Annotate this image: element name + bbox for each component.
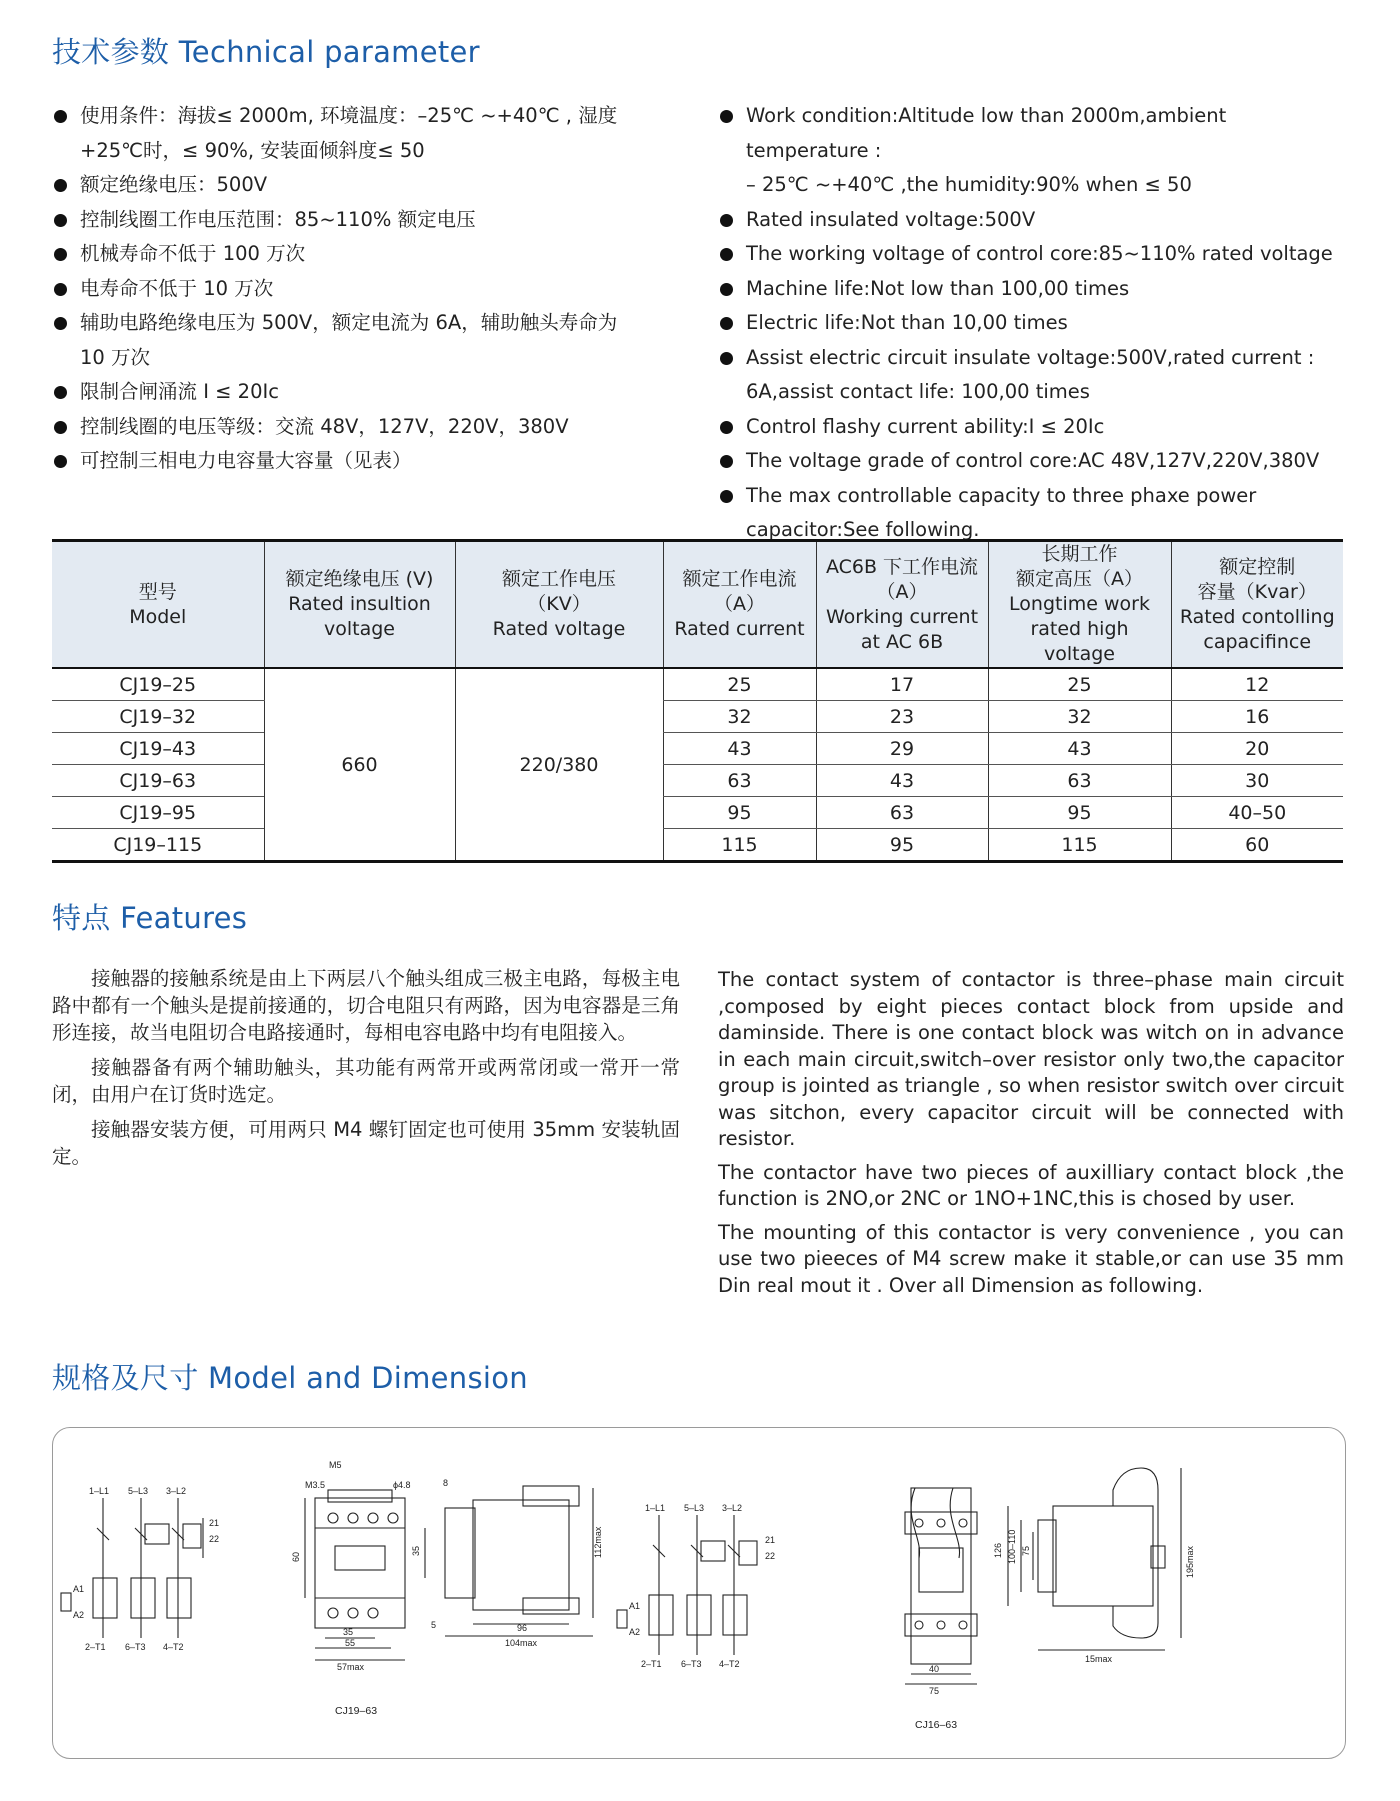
table-cell: 32	[663, 701, 816, 733]
tech-item: 控制线圈的电压等级：交流 48V，127V，220V，380V	[52, 410, 692, 445]
column-header: 额定工作电流 （A） Rated current	[663, 541, 816, 669]
table-cell: 40–50	[1171, 797, 1343, 829]
feature-paragraph: 接触器的接触系统是由上下两层八个触头组成三极主电路，每极主电路中都有一个触头是提前接通的，切合电阻只有两路，因为电容器是三角形连接，故当电阻切合电路接通时，每相电容电路中均有电阻接入。	[52, 967, 680, 1044]
svg-text:2–T1: 2–T1	[85, 1642, 106, 1652]
column-header: AC6B 下工作电流 （A） Working current at AC 6B	[816, 541, 988, 669]
tech-item: 可控制三相电力电容量大容量（见表）	[52, 444, 692, 479]
dimension-drawings-panel	[52, 1427, 1346, 1759]
caption-cj16-63: CJ16–63	[915, 1719, 958, 1731]
cj16-side-drawing	[993, 1468, 1195, 1664]
table-cell: 16	[1171, 701, 1343, 733]
tech-item: Assist electric circuit insulate voltage:500V,rated current : 6A,assist contact life: 100,00 times	[718, 341, 1348, 410]
table-cell: 32	[988, 701, 1171, 733]
tech-item: 电寿命不低于 10 万次	[52, 272, 692, 307]
table-row	[52, 701, 1343, 733]
feature-paragraph: 接触器备有两个辅助触头，其功能有两常开或两常闭或一常开一常闭，由用户在订货时选定。	[52, 1056, 680, 1106]
svg-text:21: 21	[209, 1518, 220, 1528]
spec-table	[52, 539, 1343, 863]
table-cell: 220/380	[455, 668, 663, 862]
table-cell: 95	[988, 797, 1171, 829]
table-cell: CJ19–115	[52, 829, 264, 862]
table-cell: 30	[1171, 765, 1343, 797]
svg-text:2–T1: 2–T1	[641, 1659, 662, 1669]
svg-text:126: 126	[993, 1542, 1003, 1558]
svg-text:ϕ4.8: ϕ4.8	[393, 1480, 411, 1490]
table-cell: 63	[988, 765, 1171, 797]
svg-text:3–L2: 3–L2	[722, 1503, 743, 1513]
tech-en-list	[718, 99, 1348, 548]
tech-item: The voltage grade of control core:AC 48V,127V,220V,380V	[718, 444, 1348, 479]
svg-text:6–T3: 6–T3	[125, 1642, 146, 1652]
tech-item: Control flashy current ability:I ≤ 20Ic	[718, 410, 1348, 445]
table-cell: 95	[663, 797, 816, 829]
tech-item: Rated insulated voltage:500V	[718, 203, 1348, 238]
table-cell: CJ19–95	[52, 797, 264, 829]
table-row	[52, 797, 1343, 829]
tech-item: The working voltage of control core:85~110% rated voltage	[718, 237, 1348, 272]
svg-text:75: 75	[1021, 1545, 1031, 1556]
tech-item: Work condition:Altitude low than 2000m,ambient temperature : – 25℃ ~+40℃ ,the humidity:90% when ≤ 50	[718, 99, 1348, 203]
svg-text:6–T3: 6–T3	[681, 1659, 702, 1669]
table-row	[52, 829, 1343, 862]
features-title: 特点 Features	[52, 901, 248, 935]
tech-item: 额定绝缘电压：500V	[52, 168, 692, 203]
table-cell: 43	[816, 765, 988, 797]
svg-text:M3.5: M3.5	[305, 1480, 326, 1490]
dimension-drawings	[53, 1428, 1345, 1758]
tech-item: 辅助电路绝缘电压为 500V，额定电流为 6A，辅助触头寿命为 10 万次	[52, 306, 692, 375]
svg-text:M5: M5	[329, 1460, 342, 1470]
table-cell: 63	[816, 797, 988, 829]
table-row	[52, 668, 1343, 701]
table-cell: 115	[663, 829, 816, 862]
tech-item: 使用条件：海拔≤ 2000m, 环境温度：–25℃ ~+40℃ , 湿度 +25℃时，≤ 90%, 安装面倾斜度≤ 50	[52, 99, 692, 168]
table-cell: 20	[1171, 733, 1343, 765]
svg-text:112max: 112max	[593, 1526, 603, 1558]
table-cell: CJ19–32	[52, 701, 264, 733]
front-view-drawing	[291, 1460, 411, 1717]
model-title: 规格及尺寸 Model and Dimension	[52, 1361, 528, 1395]
table-cell: 25	[988, 668, 1171, 701]
svg-text:35: 35	[411, 1545, 421, 1556]
column-header: 额定控制 容量（Kvar） Rated contolling capacifince	[1171, 541, 1343, 669]
table-cell: 95	[816, 829, 988, 862]
table-cell: 17	[816, 668, 988, 701]
svg-text:40: 40	[929, 1664, 940, 1674]
svg-text:A1: A1	[629, 1601, 641, 1611]
column-header: 型号 Model	[52, 541, 264, 669]
tech-cn-list	[52, 99, 692, 479]
label-l3: 5–L3	[128, 1486, 149, 1496]
svg-text:195max: 195max	[1185, 1545, 1195, 1578]
table-row	[52, 733, 1343, 765]
tech-item: 限制合闸涌流 I ≤ 20Ic	[52, 375, 692, 410]
svg-text:35: 35	[343, 1627, 354, 1637]
table-cell: 29	[816, 733, 988, 765]
svg-text:A1: A1	[73, 1584, 85, 1594]
cj16-front-drawing	[905, 1488, 977, 1731]
table-cell: 43	[663, 733, 816, 765]
label-l2: 3–L2	[166, 1486, 187, 1496]
svg-text:55: 55	[345, 1638, 356, 1648]
tech-item: The max controllable capacity to three phaxe power capacitor:See following.	[718, 479, 1348, 548]
svg-text:104max: 104max	[505, 1638, 538, 1648]
svg-text:5: 5	[431, 1620, 437, 1630]
table-cell: 43	[988, 733, 1171, 765]
svg-text:75: 75	[929, 1686, 940, 1696]
svg-text:A2: A2	[73, 1610, 85, 1620]
table-cell: 63	[663, 765, 816, 797]
svg-text:4–T2: 4–T2	[163, 1642, 184, 1652]
table-cell: CJ19–25	[52, 668, 264, 701]
table-cell: 25	[663, 668, 816, 701]
table-cell: 60	[1171, 829, 1343, 862]
column-header: 额定绝缘电压 (V) Rated insultion voltage	[264, 541, 455, 669]
svg-text:4–T2: 4–T2	[719, 1659, 740, 1669]
tech-item: Machine life:Not low than 100,00 times	[718, 272, 1348, 307]
table-cell: CJ19–43	[52, 733, 264, 765]
wiring-diagram-1	[61, 1486, 219, 1652]
svg-text:100–110: 100–110	[1007, 1529, 1017, 1564]
column-header: 长期工作 额定高压（A） Longtime work rated high voltage	[988, 541, 1171, 669]
table-cell: CJ19–63	[52, 765, 264, 797]
svg-text:57max: 57max	[337, 1662, 365, 1672]
caption-cj19-63: CJ19–63	[335, 1705, 378, 1717]
features-en	[718, 967, 1344, 1306]
tech-item: Electric life:Not than 10,00 times	[718, 306, 1348, 341]
table-cell: 23	[816, 701, 988, 733]
feature-paragraph: The contactor have two pieces of auxilliary contact block ,the function is 2NO,or 2NC or 1NO+1NC,this is chosed by user.	[718, 1160, 1344, 1210]
svg-text:8: 8	[443, 1478, 449, 1488]
tech-title: 技术参数 Technical parameter	[52, 35, 480, 69]
features-cn	[52, 965, 680, 1178]
svg-text:60: 60	[291, 1551, 301, 1562]
feature-paragraph: The contact system of contactor is three–phase main circuit ,composed by eight pieces contact block from upside and daminside. There is one contact block was witch on in advance in each main circuit,switch–over resistor only two,the capacitor group is jointed as triangle , so when resistor switch over circuit was sitchon, every capacitor circuit will be connected with resistor.	[718, 968, 1344, 1150]
tech-item: 控制线圈工作电压范围：85~110% 额定电压	[52, 203, 692, 238]
table-cell: 660	[264, 668, 455, 862]
svg-text:22: 22	[765, 1551, 776, 1561]
svg-text:22: 22	[209, 1534, 220, 1544]
table-cell: 12	[1171, 668, 1343, 701]
tech-item: 机械寿命不低于 100 万次	[52, 237, 692, 272]
svg-text:21: 21	[765, 1535, 776, 1545]
column-header: 额定工作电压 （KV） Rated voltage	[455, 541, 663, 669]
feature-paragraph: 接触器安装方便，可用两只 M4 螺钉固定也可使用 35mm 安装轨固定。	[52, 1118, 680, 1168]
spec-table-header	[52, 541, 1343, 669]
label-l1: 1–L1	[89, 1486, 110, 1496]
table-cell: 115	[988, 829, 1171, 862]
feature-paragraph: The mounting of this contactor is very convenience , you can use two pieeces of M4 screw make it stable,or can use 35 mm Din real mout it . Over all Dimension as following.	[718, 1220, 1344, 1297]
svg-text:15max: 15max	[1085, 1654, 1113, 1664]
svg-text:5–L3: 5–L3	[684, 1503, 705, 1513]
wiring-diagram-2	[617, 1503, 775, 1669]
svg-text:A2: A2	[629, 1627, 641, 1637]
side-view-drawing	[411, 1478, 603, 1648]
svg-text:1–L1: 1–L1	[645, 1503, 666, 1513]
svg-text:96: 96	[517, 1623, 528, 1633]
table-row	[52, 765, 1343, 797]
